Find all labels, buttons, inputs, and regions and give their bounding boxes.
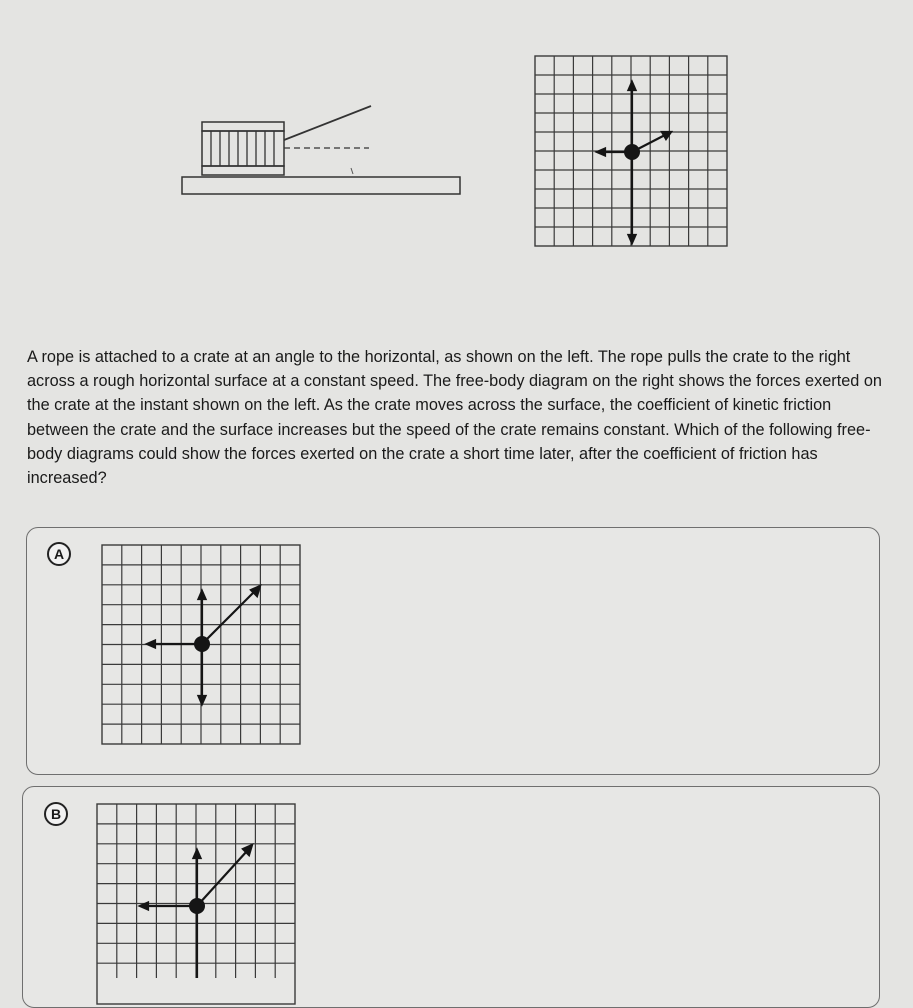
- choice-a-letter: A: [53, 546, 65, 562]
- choice-b-badge[interactable]: [44, 802, 68, 826]
- choice-b-letter: B: [50, 806, 62, 822]
- reference-free-body-diagram: [535, 56, 731, 250]
- crate-point: [189, 898, 205, 914]
- crate: [202, 122, 284, 175]
- tension-force-arrow: [197, 851, 247, 906]
- tension-force-arrow: [202, 591, 255, 644]
- choice-a-badge[interactable]: [47, 542, 71, 566]
- force-arrows: [597, 82, 671, 243]
- choice-a-free-body-diagram[interactable]: [102, 545, 302, 747]
- surface: [182, 177, 460, 194]
- crate-point: [194, 636, 210, 652]
- choice-b-free-body-diagram[interactable]: [97, 804, 297, 978]
- angle-mark: [351, 168, 353, 174]
- rope: [284, 106, 371, 140]
- crate-point: [624, 144, 640, 160]
- crate-scene-diagram: [175, 100, 475, 210]
- question-prompt: A rope is attached to a crate at an angle to the horizontal, as shown on the left. The rope pulls the crate to the right across a rough horizontal surface at a constant speed. The free-body diagram on the right shows the forces exerted on the crate at the instant shown on the left. As the crate moves across the surface, the coefficient of kinetic friction between the crate and the surface increases but the speed of the crate remains constant. Which of the following free-body diagrams could show the forces exerted on the crate a short time later, after the coefficient of friction has increased?: [27, 348, 882, 488]
